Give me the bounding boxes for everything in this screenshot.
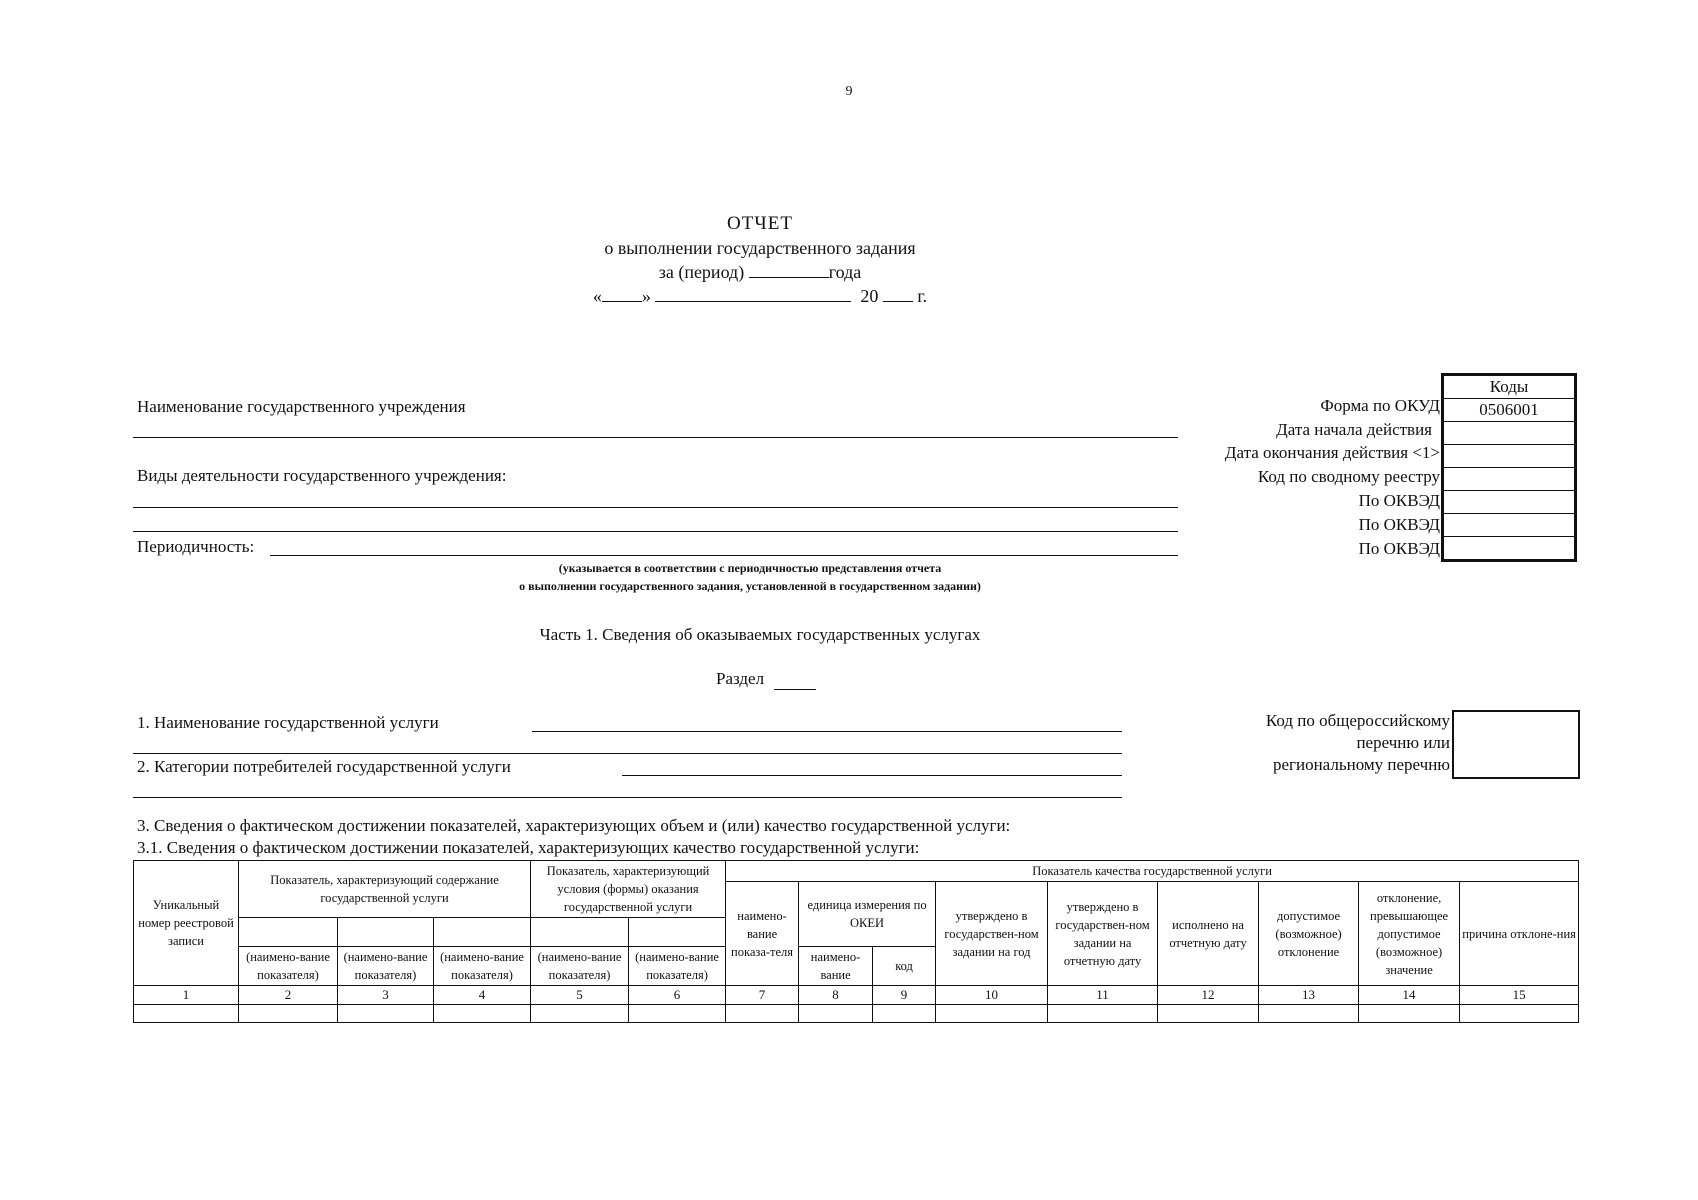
table-cell[interactable] bbox=[936, 1005, 1048, 1023]
period-label: за (период) bbox=[658, 262, 745, 282]
column-number: 5 bbox=[531, 986, 629, 1005]
column-number: 2 bbox=[239, 986, 338, 1005]
codes-table bbox=[1443, 375, 1575, 560]
table-cell[interactable] bbox=[726, 1005, 799, 1023]
registry-code-label-line-1: Код по общероссийскому bbox=[1265, 711, 1450, 730]
table-cell[interactable] bbox=[134, 1005, 239, 1023]
codes-start-date-value[interactable] bbox=[1444, 422, 1575, 445]
codes-label-okved-2: По ОКВЭД bbox=[1358, 515, 1440, 534]
column-number: 3 bbox=[338, 986, 434, 1005]
activity-types-label: Виды деятельности государственного учреждения: bbox=[137, 466, 507, 485]
year-suffix: г. bbox=[917, 286, 928, 306]
quote-close: » bbox=[641, 286, 651, 306]
table-cell[interactable] bbox=[1048, 1005, 1158, 1023]
periodicity-note-line-1: (указывается в соответствии с периодичностью представления отчета bbox=[558, 561, 942, 575]
page-number: 9 bbox=[845, 84, 853, 99]
header-approved-year: утверждено в государствен-ном задании на год bbox=[936, 882, 1048, 986]
table-cell[interactable] bbox=[1259, 1005, 1359, 1023]
period-suffix: года bbox=[828, 262, 862, 282]
conditions-indicator-cell-1[interactable] bbox=[531, 918, 629, 947]
periodicity-line[interactable] bbox=[270, 555, 1178, 556]
content-indicator-cell-1[interactable] bbox=[239, 918, 338, 947]
registry-code-box[interactable] bbox=[1452, 710, 1580, 779]
quote-open: « bbox=[592, 286, 602, 306]
codes-label-okud: Форма по ОКУД bbox=[1320, 396, 1440, 415]
sub-indicator-3: (наимено-вание показателя) bbox=[338, 947, 434, 986]
table-cell[interactable] bbox=[338, 1005, 434, 1023]
codes-label-registry: Код по сводному реестру bbox=[1257, 467, 1440, 486]
table-cell[interactable] bbox=[239, 1005, 338, 1023]
periodicity-note bbox=[400, 559, 1100, 595]
column-number: 6 bbox=[629, 986, 726, 1005]
section-number-line[interactable] bbox=[774, 689, 816, 690]
registry-code-label-line-3: региональному перечню bbox=[1272, 755, 1450, 774]
content-indicator-cell-2[interactable] bbox=[338, 918, 434, 947]
header-allowed-deviation: допустимое (возможное) отклонение bbox=[1259, 882, 1359, 986]
column-number: 15 bbox=[1460, 986, 1579, 1005]
sub-indicator-6: (наимено-вание показателя) bbox=[629, 947, 726, 986]
content-indicator-cell-3[interactable] bbox=[434, 918, 531, 947]
table-cell[interactable] bbox=[1158, 1005, 1259, 1023]
year-field[interactable] bbox=[883, 285, 913, 302]
report-title: ОТЧЕТ bbox=[727, 213, 793, 234]
codes-labels bbox=[1200, 376, 1440, 561]
column-number: 9 bbox=[873, 986, 936, 1005]
column-number: 14 bbox=[1359, 986, 1460, 1005]
service-name-line[interactable] bbox=[532, 731, 1122, 732]
report-period-line bbox=[0, 260, 1520, 284]
header-unit-okei: единица измерения по ОКЕИ bbox=[799, 882, 936, 947]
column-number: 1 bbox=[134, 986, 239, 1005]
consumer-categories-line-2[interactable] bbox=[133, 797, 1122, 798]
report-date-line bbox=[0, 284, 1520, 308]
header-indicator-name: наимено-вание показа-теля bbox=[726, 882, 799, 986]
table-cell[interactable] bbox=[629, 1005, 726, 1023]
indicators-heading: 3. Сведения о фактическом достижении показателей, характеризующих объем и (или) качество государственной услуги: bbox=[137, 816, 1011, 835]
activity-types-line-1[interactable] bbox=[133, 507, 1178, 508]
header-excess-deviation: отклонение, превышающее допустимое (возможное) значение bbox=[1359, 882, 1460, 986]
service-name-line-2[interactable] bbox=[133, 753, 1122, 754]
codes-label-okved-3: По ОКВЭД bbox=[1358, 539, 1440, 558]
table-cell[interactable] bbox=[799, 1005, 873, 1023]
codes-okved-1-value[interactable] bbox=[1444, 491, 1575, 514]
activity-types-line-2[interactable] bbox=[133, 531, 1178, 532]
codes-box bbox=[1441, 373, 1577, 562]
quality-heading: 3.1. Сведения о фактическом достижении показателей, характеризующих качество государственной услуги: bbox=[137, 838, 920, 857]
header-deviation-reason: причина отклоне-ния bbox=[1460, 882, 1579, 986]
column-number: 12 bbox=[1158, 986, 1259, 1005]
period-field[interactable] bbox=[749, 261, 829, 278]
registry-code-label bbox=[1180, 710, 1450, 776]
codes-end-date-value[interactable] bbox=[1444, 445, 1575, 468]
consumer-categories-line[interactable] bbox=[622, 775, 1122, 776]
header-unit-name: наимено-вание bbox=[799, 947, 873, 986]
institution-name-label: Наименование государственного учреждения bbox=[137, 397, 466, 416]
column-number: 8 bbox=[799, 986, 873, 1005]
header-executed: исполнено на отчетную дату bbox=[1158, 882, 1259, 986]
column-numbers-row bbox=[134, 986, 1579, 1005]
month-field[interactable] bbox=[655, 285, 851, 302]
sub-indicator-5: (наимено-вание показателя) bbox=[531, 947, 629, 986]
quality-indicators-table bbox=[133, 860, 1579, 1023]
column-number: 7 bbox=[726, 986, 799, 1005]
table-cell[interactable] bbox=[1359, 1005, 1460, 1023]
codes-header: Коды bbox=[1444, 376, 1575, 399]
report-subtitle: о выполнении государственного задания bbox=[604, 238, 916, 258]
header-quality-indicator: Показатель качества государственной услуги bbox=[726, 861, 1579, 882]
report-title-block bbox=[0, 212, 1520, 308]
sub-indicator-2: (наимено-вание показателя) bbox=[239, 947, 338, 986]
service-name-label: 1. Наименование государственной услуги bbox=[137, 713, 439, 732]
header-unit-code: код bbox=[873, 947, 936, 986]
registry-code-label-line-2: перечню или bbox=[1356, 733, 1450, 752]
section-label: Раздел bbox=[716, 669, 765, 688]
codes-okved-2-value[interactable] bbox=[1444, 514, 1575, 537]
consumer-categories-label: 2. Категории потребителей государственной услуги bbox=[137, 757, 511, 776]
table-cell[interactable] bbox=[873, 1005, 936, 1023]
column-number: 10 bbox=[936, 986, 1048, 1005]
codes-label-okved-1: По ОКВЭД bbox=[1358, 491, 1440, 510]
periodicity-note-line-2: о выполнении государственного задания, установленной в государственном задании) bbox=[519, 579, 981, 593]
header-unique-number: Уникальный номер реестровой записи bbox=[134, 861, 239, 986]
institution-name-line[interactable] bbox=[133, 437, 1178, 438]
column-number: 11 bbox=[1048, 986, 1158, 1005]
codes-registry-value[interactable] bbox=[1444, 468, 1575, 491]
codes-label-start-date: Дата начала действия bbox=[1276, 420, 1432, 439]
table-cell[interactable] bbox=[1460, 1005, 1579, 1023]
codes-label-end-date: Дата окончания действия <1> bbox=[1224, 443, 1440, 462]
header-approved-date: утверждено в государствен-ном задании на отчетную дату bbox=[1048, 882, 1158, 986]
part1-heading: Часть 1. Сведения об оказываемых государственных услугах bbox=[539, 625, 981, 644]
header-content-indicator: Показатель, характеризующий содержание государственной услуги bbox=[239, 861, 531, 918]
year-prefix: 20 bbox=[860, 286, 879, 306]
conditions-indicator-cell-2[interactable] bbox=[629, 918, 726, 947]
table-cell[interactable] bbox=[531, 1005, 629, 1023]
table-row bbox=[134, 1005, 1579, 1023]
column-number: 13 bbox=[1259, 986, 1359, 1005]
column-number: 4 bbox=[434, 986, 531, 1005]
table-cell[interactable] bbox=[434, 1005, 531, 1023]
sub-indicator-4: (наимено-вание показателя) bbox=[434, 947, 531, 986]
codes-okved-3-value[interactable] bbox=[1444, 537, 1575, 560]
day-field[interactable] bbox=[602, 285, 642, 302]
codes-okud-value[interactable]: 0506001 bbox=[1444, 399, 1575, 422]
periodicity-label: Периодичность: bbox=[137, 537, 255, 556]
header-conditions-indicator: Показатель, характеризующий условия (формы) оказания государственной услуги bbox=[531, 861, 726, 918]
